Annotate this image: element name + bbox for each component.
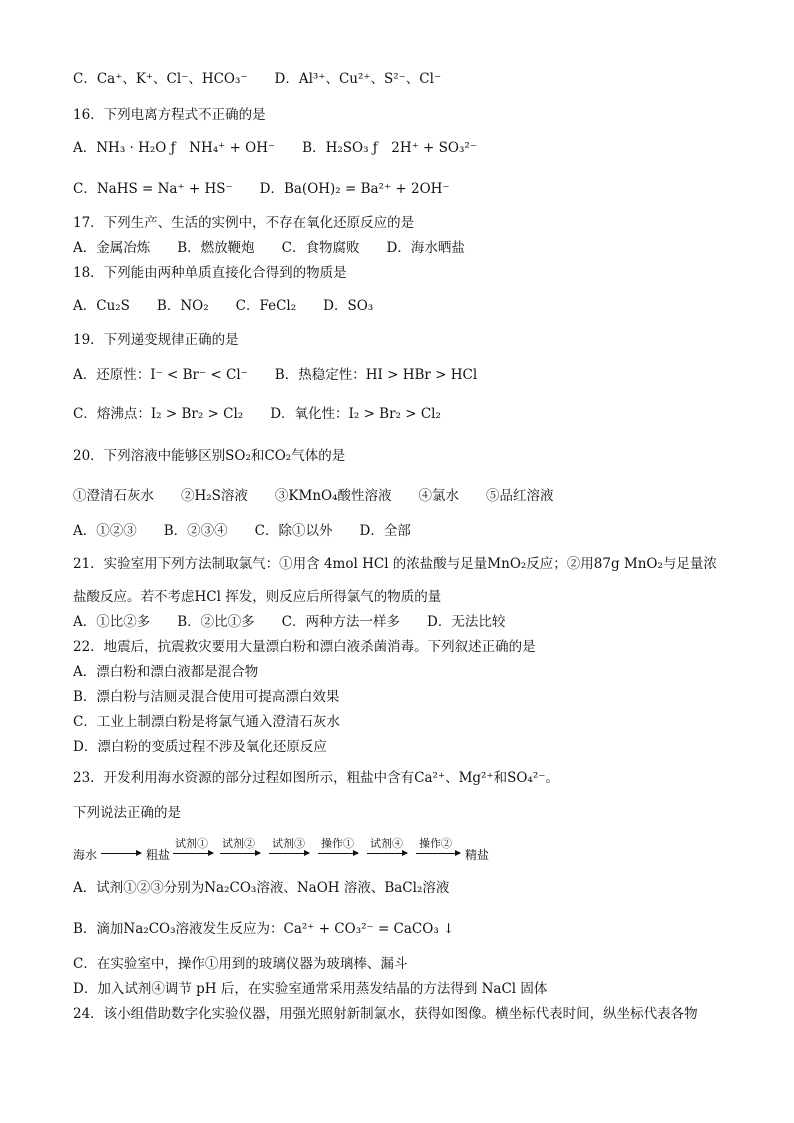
flow-arrow	[318, 853, 358, 854]
q24-stem: 24．该小组借助数字化实验仪器，用强光照射新制氯水，获得如图像。横坐标代表时间，纵坐标代表各物	[73, 1006, 698, 1022]
q17-options: A．金属冶炼 B．燃放鞭炮 C．食物腐败 D．海水晒盐	[73, 240, 465, 256]
q19-options-cd: C．熔沸点：I₂ > Br₂ > Cl₂ D．氧化性：I₂ > Br₂ > Cl₂	[73, 406, 441, 422]
q22-option-a: A．漂白粉和漂白液都是混合物	[73, 664, 259, 680]
seawater-process-diagram	[73, 838, 533, 864]
q21-options: A．①比②多 B．②比①多 C．两种方法一样多 D．无法比较	[73, 614, 506, 630]
flow-arrow	[220, 853, 260, 854]
flow-step-label: 试剂①	[175, 837, 208, 850]
q16-options-ab: A．NH₃ · H₂O ƒ NH₄⁺ + OH⁻ B．H₂SO₃ ƒ 2H⁺ + SO₃²⁻	[73, 140, 477, 156]
q23-stem: 23．开发利用海水资源的部分过程如图所示，粗盐中含有Ca²⁺、Mg²⁺和SO₄²⁻。	[73, 770, 559, 786]
q16-options-cd: C．NaHS = Na⁺ + HS⁻ D．Ba(OH)₂ = Ba²⁺ + 2OH⁻	[73, 181, 450, 197]
q18-stem: 18．下列能由两种单质直接化合得到的物质是	[73, 265, 347, 281]
q18-options: A．Cu₂S B．NO₂ C．FeCl₂ D．SO₃	[73, 298, 374, 314]
q16-stem: 16．下列电离方程式不正确的是	[73, 107, 266, 123]
q15-options-cd: C．Ca⁺、K⁺、Cl⁻、HCO₃⁻ D．Al³⁺、Cu²⁺、S²⁻、Cl⁻	[73, 71, 442, 87]
flow-arrow	[173, 853, 213, 854]
q23-option-c: C．在实验室中，操作①用到的玻璃仪器为玻璃棒、漏斗	[73, 956, 408, 972]
q21-stem-2: 盐酸反应。若不考虑HCl 挥发，则反应后所得氯气的物质的量	[73, 589, 442, 605]
q19-options-ab: A．还原性：I⁻ < Br⁻ < Cl⁻ B．热稳定性：HI > HBr > HCl	[73, 367, 478, 383]
q17-stem: 17．下列生产、生活的实例中，不存在氧化还原反应的是	[73, 215, 415, 231]
flow-step-label: 试剂②	[222, 837, 255, 850]
q20-stem: 20．下列溶液中能够区别SO₂和CO₂气体的是	[73, 448, 346, 464]
q20-items: ①澄清石灰水 ②H₂S溶液 ③KMnO₄酸性溶液 ④氯水 ⑤品红溶液	[73, 488, 554, 504]
q23-option-d: D．加入试剂④调节 pH 后，在实验室通常采用蒸发结晶的方法得到 NaCl 固体	[73, 981, 548, 997]
q22-option-c: C．工业上制漂白粉是将氯气通入澄清石灰水	[73, 714, 340, 730]
flow-arrow	[367, 853, 407, 854]
q22-option-b: B．漂白粉与洁厕灵混合使用可提高漂白效果	[73, 689, 340, 705]
q22-option-d: D．漂白粉的变质过程不涉及氧化还原反应	[73, 739, 327, 755]
flow-mid: 粗盐	[146, 848, 171, 862]
q21-stem-1: 21．实验室用下列方法制取氯气：①用含 4mol HCl 的浓盐酸与足量MnO₂反应；②用87g MnO₂与足量浓	[73, 556, 717, 572]
q22-stem: 22．地震后，抗震救灾要用大量漂白粉和漂白液杀菌消毒。下列叙述正确的是	[73, 639, 536, 655]
q19-stem: 19．下列递变规律正确的是	[73, 332, 239, 348]
flow-arrow	[416, 853, 460, 854]
flow-step-label: 操作①	[321, 837, 354, 850]
q23-option-b: B．滴加Na₂CO₃溶液发生反应为：Ca²⁺ + CO₃²⁻ = CaCO₃ ↓	[73, 921, 455, 937]
q23-option-a: A．试剂①②③分别为Na₂CO₃溶液、NaOH 溶液、BaCl₂溶液	[73, 880, 450, 896]
flow-step-label: 试剂③	[272, 837, 305, 850]
flow-end: 精盐	[465, 848, 490, 862]
flow-arrow	[101, 853, 141, 854]
flow-step-label: 试剂④	[370, 837, 403, 850]
flow-arrow	[269, 853, 309, 854]
flow-step-label: 操作②	[419, 837, 452, 850]
q20-options: A．①②③ B．②③④ C．除①以外 D．全部	[73, 523, 411, 539]
q23-prompt: 下列说法正确的是	[73, 805, 181, 821]
flow-start: 海水	[73, 848, 98, 862]
